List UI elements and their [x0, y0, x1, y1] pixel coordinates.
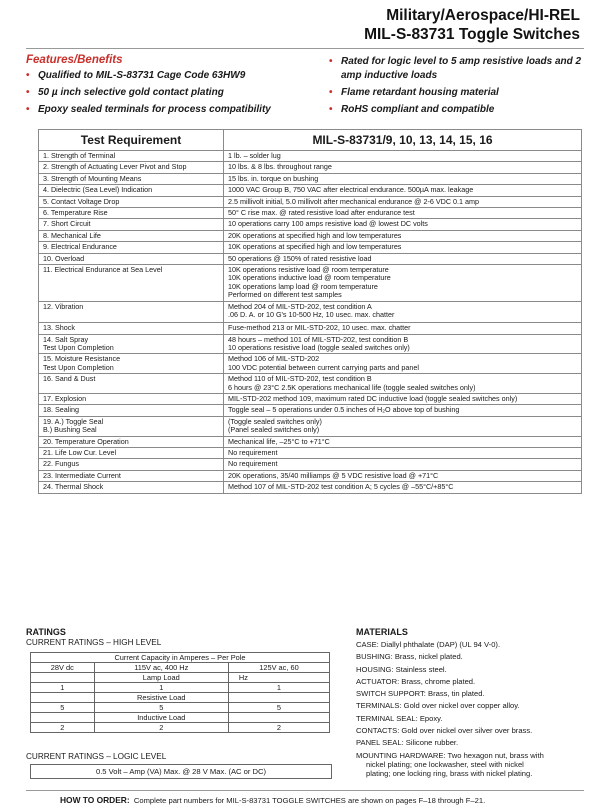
spec-text: 48 hours – method 101 of MIL-STD-202, test condition B — [228, 334, 409, 344]
spec-cell — [224, 416, 582, 436]
spec-text: (Panel sealed switches only) — [228, 425, 320, 435]
requirement-cell — [39, 208, 224, 219]
spec-cell — [224, 334, 582, 354]
spec-text: 50° C rise max. @ rated resistive load after endurance test — [228, 208, 415, 218]
resistive-value: 5 — [31, 703, 95, 713]
spec-cell — [224, 162, 582, 173]
requirement-text: 15. Moisture Resistance — [43, 354, 121, 364]
material-item: SWITCH SUPPORT: Brass, tin plated. — [356, 689, 485, 699]
requirement-text: 23. Intermediate Current — [43, 470, 121, 480]
table-row — [39, 354, 582, 374]
resistive-load-label: Resistive Load — [94, 693, 228, 703]
table-row — [39, 173, 582, 184]
table-row — [39, 393, 582, 404]
requirement-text: 4. Dielectric (Sea Level) Indication — [43, 185, 153, 195]
feature-item: • Qualified to MIL-S-83731 Cage Code 63HW9 — [26, 69, 326, 83]
requirement-text: 16. Sand & Dust — [43, 374, 96, 384]
material-item: BUSHING: Brass, nickel plated. — [356, 652, 463, 662]
spec-text: 100 VDC potential between current carrying parts and panel — [228, 362, 419, 372]
spec-cell — [224, 242, 582, 253]
requirement-cell — [39, 151, 224, 162]
table-header-row — [39, 130, 582, 151]
table-row — [39, 253, 582, 264]
spec-text: Performed on different test samples — [228, 290, 342, 300]
feature-item: • Epoxy sealed terminals for process compatibility — [26, 103, 326, 117]
spec-cell — [224, 459, 582, 470]
spec-text: 10K operations lamp load @ room temperature — [228, 281, 378, 291]
requirement-cell — [39, 253, 224, 264]
table-row — [39, 447, 582, 458]
spec-text: 10K operations at specified high and low temperatures — [228, 242, 402, 252]
requirement-text: 17. Explosion — [43, 393, 87, 403]
requirement-text: 2. Strength of Actuating Lever Pivot and Stop — [43, 162, 187, 172]
requirement-text: 11. Electrical Endurance at Sea Level — [43, 265, 163, 275]
spec-text: 10 operations resistive load (toggle sealed switches only) — [228, 342, 410, 352]
col-115v: 115V ac, 400 Hz — [94, 663, 228, 673]
spec-text: Method 204 of MIL-STD-202, test condition A — [228, 301, 372, 311]
how-to-order — [60, 795, 485, 805]
spec-text: 10 lbs. & 8 lbs. throughout range — [228, 162, 332, 172]
spec-text: Mechanical life, –25°C to +71°C — [228, 436, 330, 446]
logic-level-title: CURRENT RATINGS – LOGIC LEVEL — [26, 752, 167, 761]
requirement-text: B.) Bushing Seal — [43, 425, 97, 435]
requirement-text: 9. Electrical Endurance — [43, 242, 117, 252]
header-test-requirement: Test Requirement — [39, 130, 224, 151]
requirement-text: 6. Temperature Rise — [43, 208, 108, 218]
spec-text: Method 110 of MIL-STD-202, test condition B — [228, 374, 372, 384]
inductive-value: 2 — [94, 723, 228, 733]
requirement-text: 24. Thermal Shock — [43, 482, 104, 492]
spec-text: 10K operations resistive load @ room temperature — [228, 265, 389, 275]
requirement-cell — [39, 185, 224, 196]
feature-item: • Flame retardant housing material — [329, 86, 589, 100]
table-row — [39, 162, 582, 173]
capacity-header: Current Capacity in Amperes – Per Pole — [31, 653, 330, 663]
spec-cell — [224, 447, 582, 458]
spec-cell — [224, 219, 582, 230]
requirement-text: 13. Shock — [43, 323, 75, 333]
table-row — [39, 416, 582, 436]
table-row — [31, 713, 330, 723]
table-row — [39, 151, 582, 162]
how-to-order-text: Complete part numbers for MIL-S-83731 TOGGLE SWITCHES are shown on pages F–18 through F–21. — [133, 796, 486, 805]
ratings-table — [30, 652, 330, 733]
table-row — [31, 663, 330, 673]
requirement-text: 14. Salt Spray — [43, 334, 89, 344]
spec-cell — [224, 185, 582, 196]
lamp-load-label: Lamp Load — [94, 673, 228, 683]
mounting-line: nickel plating; one lockwasher, steel with nickel — [366, 759, 524, 769]
requirement-cell — [39, 374, 224, 394]
table-row — [39, 301, 582, 322]
requirement-text: Test Upon Completion — [43, 362, 114, 372]
requirement-text: 1. Strength of Terminal — [43, 151, 116, 160]
table-row — [39, 470, 582, 481]
spec-text: 10 operations carry 100 amps resistive load @ lowest DC volts — [228, 219, 428, 229]
inductive-value: 2 — [228, 723, 329, 733]
requirement-text: 22. Fungus — [43, 459, 79, 469]
requirement-text: 12. Vibration — [43, 301, 84, 311]
table-row — [39, 459, 582, 470]
table-row — [39, 436, 582, 447]
requirement-cell — [39, 265, 224, 302]
footer-divider — [26, 790, 584, 791]
spec-cell — [224, 230, 582, 241]
spec-text: 15 lbs. in. torque on bushing — [228, 173, 319, 183]
ratings-title: RATINGS — [26, 627, 66, 637]
spec-cell — [224, 354, 582, 374]
spec-cell — [224, 173, 582, 184]
how-to-order-label: HOW TO ORDER: — [60, 795, 130, 805]
feature-item: • RoHS compliant and compatible — [329, 103, 589, 117]
material-item: PANEL SEAL: Silicone rubber. — [356, 738, 459, 748]
requirement-text: 3. Strength of Mounting Means — [43, 173, 142, 183]
requirement-text: 19. A.) Toggle Seal — [43, 416, 104, 426]
mounting-line: plating; one locking ring, brass with nickel plating. — [366, 769, 533, 779]
header-line-2: MIL-S-83731 Toggle Switches — [364, 26, 580, 43]
spec-text: Fuse-method 213 or MIL-STD-202, 10 usec. max. chatter — [228, 323, 411, 333]
table-row — [39, 208, 582, 219]
col-125v: 125V ac, 60 — [228, 663, 329, 673]
requirement-cell — [39, 334, 224, 354]
requirement-text: Test Upon Completion — [43, 342, 114, 352]
table-row — [39, 405, 582, 416]
feature-item: • Rated for logic level to 5 amp resistive loads and 2 amp inductive loads — [329, 55, 589, 83]
requirement-cell — [39, 301, 224, 322]
spec-text: Method 106 of MIL-STD-202 — [228, 354, 320, 364]
table-row — [39, 185, 582, 196]
spec-cell — [224, 482, 582, 493]
requirement-cell — [39, 230, 224, 241]
requirement-cell — [39, 459, 224, 470]
spec-cell — [224, 208, 582, 219]
spec-text: 50 operations @ 150% of rated resistive load — [228, 253, 372, 263]
requirement-cell — [39, 196, 224, 207]
spec-text: Toggle seal – 5 operations under 0.5 inches of H₂O above top of bushing — [228, 405, 460, 415]
requirement-cell — [39, 242, 224, 253]
requirement-cell — [39, 219, 224, 230]
materials-list — [356, 640, 588, 781]
requirement-cell — [39, 482, 224, 493]
material-item: CASE: Diallyl phthalate (DAP) (UL 94 V-0). — [356, 640, 501, 649]
features-title: Features/Benefits — [26, 54, 123, 66]
inductive-load-label: Inductive Load — [94, 713, 228, 723]
table-row — [31, 723, 330, 733]
requirement-text: 20. Temperature Operation — [43, 436, 129, 446]
spec-cell — [224, 265, 582, 302]
requirement-text: 7. Short Circuit — [43, 219, 91, 229]
col-125v-hz: Hz — [228, 673, 329, 683]
test-requirements-table — [38, 129, 582, 494]
requirement-text: 21. Life Low Cur. Level — [43, 447, 117, 457]
spec-cell — [224, 374, 582, 394]
header-spec: MIL-S-83731/9, 10, 13, 14, 15, 16 — [224, 130, 582, 151]
requirement-text: 10. Overload — [43, 253, 85, 263]
material-item: TERMINAL SEAL: Epoxy. — [356, 713, 443, 723]
material-item: CONTACTS: Gold over nickel over silver over brass. — [356, 726, 533, 736]
table-body — [39, 151, 582, 494]
spec-cell — [224, 393, 582, 404]
requirement-cell — [39, 447, 224, 458]
spec-cell — [224, 253, 582, 264]
spec-text: 2.5 millivolt initial, 5.0 millivolt after mechanical endurance @ 2-6 VDC 0.1 amp — [228, 196, 479, 206]
spec-text: 10K operations inductive load @ room temperature — [228, 273, 391, 283]
spec-cell — [224, 470, 582, 481]
requirement-cell — [39, 354, 224, 374]
high-level-title: CURRENT RATINGS – HIGH LEVEL — [26, 638, 162, 647]
requirement-cell — [39, 323, 224, 334]
material-item-mounting — [356, 751, 588, 779]
table-row — [39, 374, 582, 394]
feature-item: • 50 µ inch selective gold contact plating — [26, 86, 326, 100]
material-item: TERMINALS: Gold over nickel over copper alloy. — [356, 701, 520, 711]
spec-text: 1000 VAC Group B, 750 VAC after electrical endurance. 500µA max. leakage — [228, 185, 474, 195]
spec-cell — [224, 196, 582, 207]
resistive-value: 5 — [94, 703, 228, 713]
material-item: ACTUATOR: Brass, chrome plated. — [356, 676, 476, 686]
table-row — [31, 683, 330, 693]
requirement-cell — [39, 470, 224, 481]
spec-text: No requirement — [228, 447, 278, 457]
spec-cell — [224, 405, 582, 416]
table-row — [39, 482, 582, 493]
requirement-cell — [39, 162, 224, 173]
spec-text: MIL-STD-202 method 109, maximum rated DC inductive load (toggle sealed switches only) — [228, 393, 518, 403]
resistive-value: 5 — [228, 703, 329, 713]
spec-text: 20K operations, 35/40 milliamps @ 5 VDC resistive load @ +71°C — [228, 470, 439, 480]
requirement-text: 18. Sealing — [43, 405, 79, 415]
materials-title: MATERIALS — [356, 627, 408, 637]
header-divider — [26, 48, 584, 49]
col-28v: 28V dc — [31, 663, 95, 673]
header-line-1: Military/Aerospace/HI-REL — [386, 7, 580, 24]
spec-text: 20K operations at specified high and low temperatures — [228, 230, 402, 240]
features-right-list — [329, 55, 589, 120]
requirement-cell — [39, 436, 224, 447]
material-item: HOUSING: Stainless steel. — [356, 664, 447, 674]
spec-text: 6 hours @ 23°C 2.5K operations mechanical life (toggle sealed switches only) — [228, 382, 476, 392]
lamp-value: 1 — [31, 683, 95, 693]
requirement-text: 5. Contact Voltage Drop — [43, 196, 120, 206]
table-row — [39, 230, 582, 241]
table-row — [31, 703, 330, 713]
table-row — [39, 334, 582, 354]
table-row — [39, 196, 582, 207]
spec-text: (Toggle sealed switches only) — [228, 416, 322, 426]
table-row — [39, 323, 582, 334]
spec-cell — [224, 151, 582, 162]
lamp-value: 1 — [94, 683, 228, 693]
requirement-cell — [39, 393, 224, 404]
spec-text: .06 D. A. or 10 G's 10-500 Hz, 10 usec. max. chatter — [228, 310, 395, 320]
logic-level-value: 0.5 Volt – Amp (VA) Max. @ 28 V Max. (AC or DC) — [30, 764, 332, 779]
page-header — [364, 6, 580, 44]
features-left-list — [26, 69, 326, 120]
table-row — [39, 265, 582, 302]
lamp-value: 1 — [228, 683, 329, 693]
spec-cell — [224, 436, 582, 447]
spec-text: No requirement — [228, 459, 278, 469]
requirement-text: 8. Mechanical Life — [43, 230, 101, 240]
requirement-cell — [39, 416, 224, 436]
requirement-cell — [39, 173, 224, 184]
table-row — [39, 242, 582, 253]
table-row — [31, 693, 330, 703]
table-row — [31, 653, 330, 663]
spec-cell — [224, 301, 582, 322]
requirement-cell — [39, 405, 224, 416]
mounting-line: MOUNTING HARDWARE: Two hexagon nut, brass with — [356, 750, 544, 760]
table-row — [31, 673, 330, 683]
inductive-value: 2 — [31, 723, 95, 733]
table-row — [39, 219, 582, 230]
spec-text: Method 107 of MIL-STD-202 test condition A; 5 cycles @ –55°C/+85°C — [228, 482, 454, 492]
spec-cell — [224, 323, 582, 334]
spec-text: 1 lb. – solder lug — [228, 151, 281, 160]
